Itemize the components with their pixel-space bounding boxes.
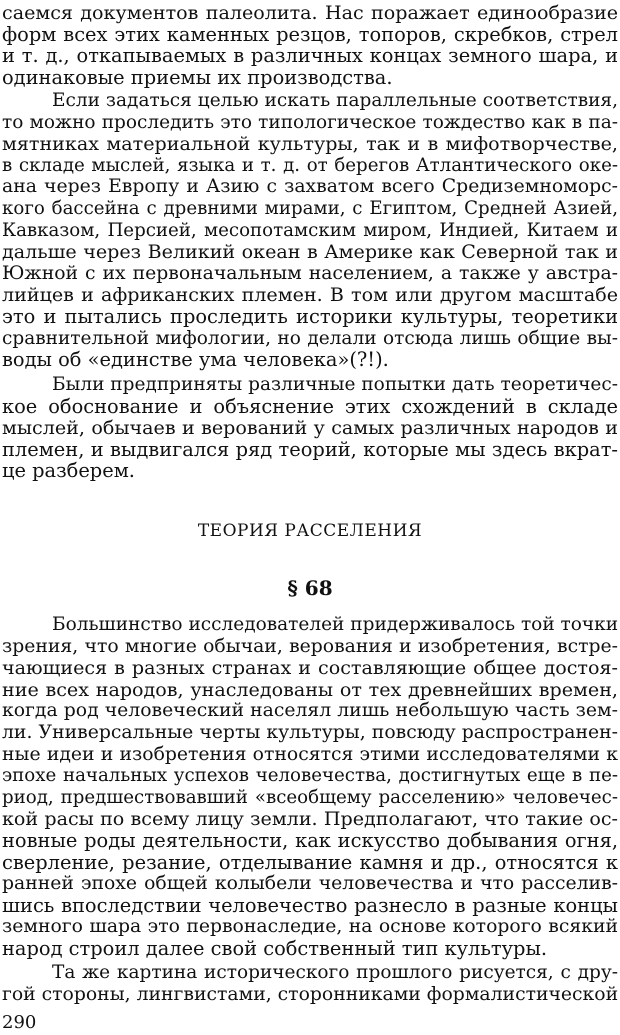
section-number: § 68 [287, 576, 333, 600]
text-line: форм всех этих каменных резцов, топоров, скребков, стрел [2, 22, 618, 46]
text-line: сравнительной мифологии, но делали отсюда лишь общие вы- [2, 327, 618, 349]
text-line: воды об «единстве ума человека»(?!). [2, 348, 389, 372]
text-line: Были предприняты различные попытки дать теоретичес- [52, 374, 618, 395]
text-line: кой расы по всему лицу земли. Предполагают, что такие ос- [2, 807, 618, 831]
text-line: саемся документов палеолита. Нас поражает единообразие [2, 1, 618, 24]
text-line: и т. д., откапываемых в различных концах земного шара, и [2, 44, 618, 68]
text-line: Та же картина исторического прошлого рисуется, с дру- [52, 962, 618, 983]
text-line: чающиеся в разных странах и составляющие общее достоя- [2, 656, 618, 680]
page-number: 290 [2, 1012, 37, 1033]
paragraph-5 [2, 962, 618, 1005]
paragraph-4 [2, 614, 618, 960]
text-line: новные роды деятельности, как искусство добывания огня, [2, 828, 618, 852]
text-line: земного шара это первонаследие, на основе которого всякий [2, 916, 618, 938]
text-line: дальше через Великий океан в Америке как Северной так и [2, 240, 618, 264]
text-line: Южной с их первоначальным населением, а также у австра- [2, 262, 618, 284]
text-line: кого бассейна с древними мирами, с Египтом, Средней Азией, [2, 197, 618, 219]
paragraph-3 [2, 374, 618, 482]
text-line: Большинство исследователей придерживалось той точки [52, 614, 619, 635]
text-line: кое обоснование и объяснение этих схождений в складе [2, 394, 618, 418]
paragraph-2 [2, 90, 618, 371]
text-line: Если задаться целью искать параллельные соответствия, [52, 90, 618, 111]
text-line: гой стороны, лингвистами, сторонниками формалистической [2, 983, 619, 1005]
text-line: ранней эпохе общей колыбели человечества и что расселив- [2, 873, 618, 895]
text-line: ли. Универсальные черты культуры, повсюду распространен- [2, 721, 618, 743]
paragraph-1 [2, 2, 618, 88]
text-line: шись впоследствии человечество разнесло в разные концы [2, 893, 618, 917]
text-line: лийцев и африканских племен. В том или другом масштабе [2, 283, 618, 307]
text-line: сверление, резание, отделывание камня и др., относятся к [2, 850, 618, 874]
text-line: племен, и выдвигался ряд теорий, которые мы здесь вкрат- [2, 437, 618, 461]
text-line: когда род человеческий населял лишь небольшую часть зем- [2, 700, 618, 722]
text-line: это и пытались проследить историки культуры, теоретики [2, 304, 618, 328]
text-line: ана через Европу и Азию с захватом всего Средиземноморс- [2, 176, 618, 198]
text-line: риод, предшествовавший «всеобщему расселению» человечес- [2, 786, 618, 808]
text-line: мыслей, обычаев и верований у самых различных народов и [2, 416, 618, 440]
text-line: народ строил далее свой собственный тип культуры. [2, 936, 548, 960]
text-line: ние всех народов, унаследованы от тех древнейших времен, [2, 677, 618, 701]
text-line: ные идеи и изобретения относятся этими исследователями к [2, 743, 618, 765]
text-line: в складе мыслей, языка и т. д. от берегов Атлантического оке- [2, 154, 618, 176]
chapter-heading: ТЕОРИЯ РАССЕЛЕНИЯ [197, 521, 423, 541]
text-line: це разберем. [2, 459, 135, 483]
text-line: Кавказом, Персией, месопотамским миром, Индией, Китаем и [2, 219, 618, 241]
text-line: то можно проследить это типологическое тождество как в па- [2, 111, 618, 133]
text-line: одинаковые приемы их производства. [2, 65, 393, 89]
text-line: эпохе начальных успехов человечества, достигнутых еще в пе- [2, 765, 618, 787]
text-line: зрения, что многие обычаи, верования и изобретения, встре- [2, 635, 618, 657]
text-line: мятниках материальной культуры, так и в мифотворчестве, [2, 132, 618, 156]
